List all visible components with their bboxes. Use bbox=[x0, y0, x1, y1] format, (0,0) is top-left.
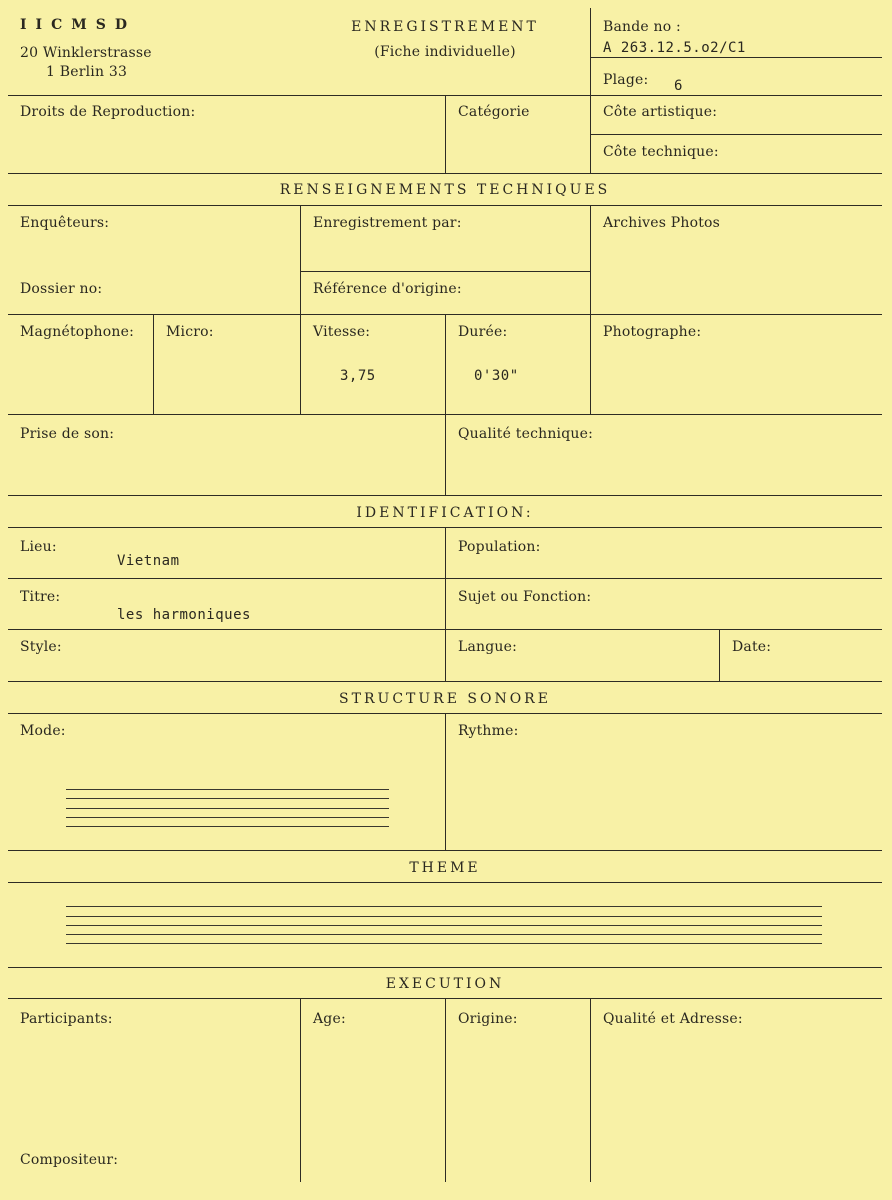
line bbox=[8, 850, 882, 851]
line bbox=[445, 314, 446, 414]
line bbox=[300, 314, 301, 414]
line bbox=[590, 8, 591, 95]
langue-label: Langue: bbox=[458, 639, 518, 655]
archives-photos-label: Archives Photos bbox=[603, 215, 721, 231]
titre-label: Titre: bbox=[20, 589, 61, 605]
mode-label: Mode: bbox=[20, 723, 66, 739]
participants-label: Participants: bbox=[20, 1011, 113, 1027]
lieu-label: Lieu: bbox=[20, 539, 57, 555]
line bbox=[300, 271, 590, 272]
enregistrement-par-label: Enregistrement par: bbox=[313, 215, 462, 231]
line bbox=[300, 205, 301, 314]
section-execution: EXECUTION bbox=[385, 976, 505, 992]
magnetophone-label: Magnétophone: bbox=[20, 324, 135, 340]
qualite-adresse-label: Qualité et Adresse: bbox=[603, 1011, 743, 1027]
address-line-1: 20 Winklerstrasse bbox=[20, 45, 152, 61]
reference-origine-label: Référence d'origine: bbox=[313, 281, 462, 297]
line bbox=[8, 173, 882, 174]
line bbox=[445, 713, 446, 850]
section-theme: THEME bbox=[409, 860, 481, 876]
line bbox=[590, 205, 591, 314]
population-label: Population: bbox=[458, 539, 541, 555]
line bbox=[445, 95, 446, 173]
plage-label: Plage: bbox=[603, 72, 649, 88]
line bbox=[445, 998, 446, 1182]
line bbox=[8, 681, 882, 682]
line bbox=[445, 414, 446, 495]
section-structure-sonore: STRUCTURE SONORE bbox=[339, 691, 551, 707]
vitesse-label: Vitesse: bbox=[313, 324, 371, 340]
form-title: ENREGISTREMENT bbox=[351, 19, 539, 35]
age-label: Age: bbox=[313, 1011, 346, 1027]
rythme-label: Rythme: bbox=[458, 723, 519, 739]
line bbox=[590, 95, 591, 173]
bande-label: Bande no : bbox=[603, 19, 681, 35]
titre-value: les harmoniques bbox=[117, 607, 251, 623]
line bbox=[719, 629, 720, 681]
origine-label: Origine: bbox=[458, 1011, 518, 1027]
droits-label: Droits de Reproduction: bbox=[20, 104, 196, 120]
address-line-2: 1 Berlin 33 bbox=[46, 64, 128, 80]
line bbox=[8, 205, 882, 206]
prise-de-son-label: Prise de son: bbox=[20, 426, 115, 442]
line bbox=[590, 134, 882, 135]
lieu-value: Vietnam bbox=[117, 553, 180, 569]
enqueteurs-label: Enquêteurs: bbox=[20, 215, 110, 231]
cote-technique-label: Côte technique: bbox=[603, 144, 719, 160]
sujet-fonction-label: Sujet ou Fonction: bbox=[458, 589, 592, 605]
micro-label: Micro: bbox=[166, 324, 214, 340]
line bbox=[590, 57, 882, 58]
form-subtitle: (Fiche individuelle) bbox=[374, 44, 516, 60]
photographe-label: Photographe: bbox=[603, 324, 702, 340]
cote-artistique-label: Côte artistique: bbox=[603, 104, 718, 120]
line bbox=[590, 998, 591, 1182]
line bbox=[590, 314, 591, 414]
duree-label: Durée: bbox=[458, 324, 508, 340]
institute-logo: IICMSD bbox=[20, 17, 136, 33]
duree-value: 0'30" bbox=[474, 368, 519, 384]
line bbox=[8, 967, 882, 968]
compositeur-label: Compositeur: bbox=[20, 1152, 119, 1168]
date-label: Date: bbox=[732, 639, 772, 655]
vitesse-value: 3,75 bbox=[340, 368, 376, 384]
style-label: Style: bbox=[20, 639, 62, 655]
qualite-technique-label: Qualité technique: bbox=[458, 426, 594, 442]
line bbox=[8, 495, 882, 496]
section-identification: IDENTIFICATION: bbox=[356, 505, 534, 521]
section-renseignements-techniques: RENSEIGNEMENTS TECHNIQUES bbox=[279, 182, 611, 198]
line bbox=[153, 314, 154, 414]
plage-value: 6 bbox=[674, 78, 683, 94]
line bbox=[445, 527, 446, 681]
categorie-label: Catégorie bbox=[458, 104, 530, 120]
line bbox=[300, 998, 301, 1182]
dossier-label: Dossier no: bbox=[20, 281, 103, 297]
line bbox=[8, 882, 882, 883]
bande-value: A 263.12.5.o2/C1 bbox=[603, 40, 746, 56]
